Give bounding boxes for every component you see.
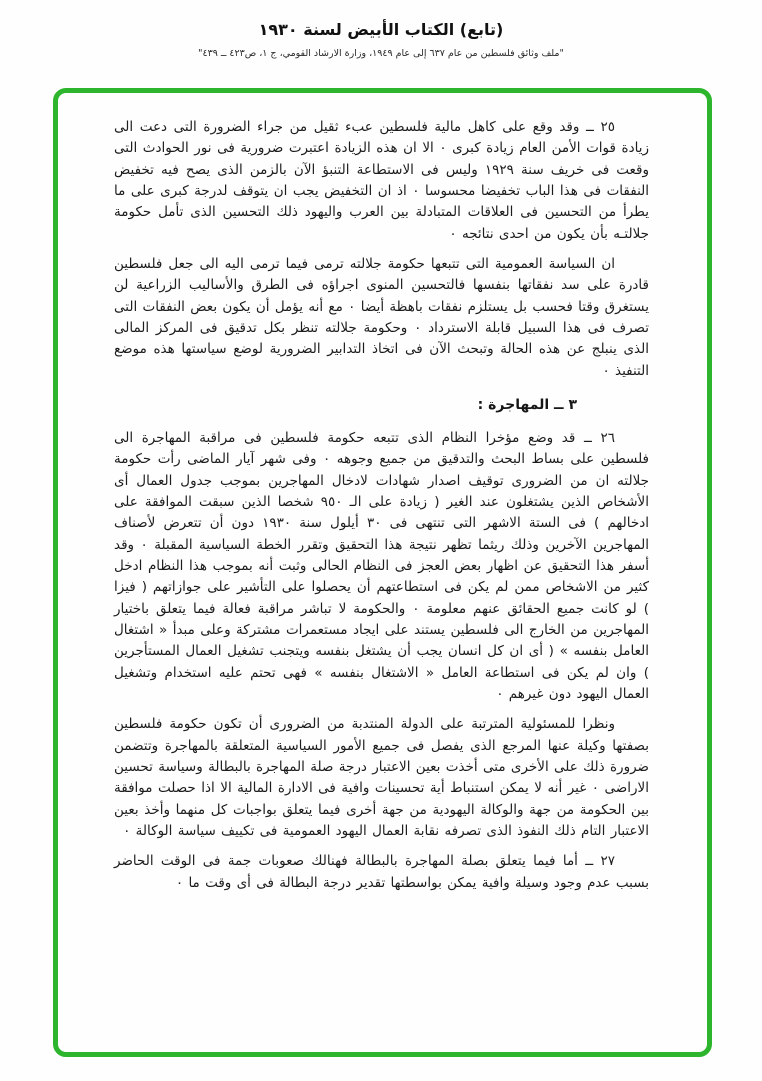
document-text-area: [58, 93, 707, 921]
paragraph-27-unemployment: ٢٧ ــ أما فيما يتعلق بصلة المهاجرة بالبطالة فهنالك صعوبات جمة فى الوقت الحاضر بسبب عدم وجود وسيلة وافية يمكن بواسطتها تقدير درجة البطالة فى أى وقت ما ٠: [114, 853, 649, 891]
paragraph-25-finance: ٢٥ ــ وقد وقع على كاهل مالية فلسطين عبء ثقيل من جراء الضرورة التى دعت الى زيادة قوات الأمن العام زيادة كبرى ٠ الا ان هذه الزيادة اعتبرت ضرورية فى نور الحوادث التى وقعت فى خريف سنة ١٩٢٩ وليس فى الاستطاعة التنبؤ الآن بالزمن الذى يصح فيه تخفيض النفقات فى هذا الباب تخفيضا محسوسا ٠ اذ ان التخفيض يجب ان يتوقف لدرجة كبرى على ما يطرأ من التحسين فى العلاقات المتبادلة بين العرب واليهود ذلك التحسين الذى تأمل حكومة جلالتـه بأن يكون من احدى نتائجه ٠: [114, 119, 650, 242]
page-subtitle: "ملف وثائق فلسطين من عام ٦٣٧ إلى عام ١٩٤٩، وزارة الارشاد القومي، ج ١، ص٤٢٣ ــ ٤٣٩": [198, 48, 564, 59]
paragraph-general-policy: ان السياسة العمومية التى تتبعها حكومة جلالته ترمى فيما ترمى اليه الى جعل فلسطين قادرة على سد نفقاتها بنفسها فالتحسين المنوى اجراؤه فى الطرق والأساليب الزراعية لن يستغرق وقتا فحسب بل يستلزم نفقات باهظة أيضا ٠ مع أنه يؤمل أن يكون بعض النفقات التى تصرف فى هذا السبيل قابلة الاسترداد ٠ وحكومة جلالته تنظر بكل تدقيق فى المركز المالى الذى ينبلج عن هذه الحالة وتبحث الآن فى اتخاذ التدابير الضرورية لوضع سياستها هذه موضع التنفيذ ٠: [114, 255, 649, 379]
page-header: [0, 0, 762, 59]
page-title: (تابع) الكتاب الأبيض لسنة ١٩٣٠: [258, 20, 504, 39]
content-frame: [53, 88, 712, 1057]
section-heading-immigration: ٣ ــ المهاجرة :: [477, 396, 577, 413]
paragraph-26-immigration-system: ٢٦ ــ قد وضع مؤخرا النظام الذى تتبعه حكومة فلسطين فى مراقبة المهاجرة الى فلسطين على بساط البحث والتدقيق من جميع وجوهه ٠ وفى شهر آيار الماضى رأت حكومة جلالته ان من الضرورى توقيف اصدار شهادات لادخال المهاجرين بموجب جدول العمال أى الأشخاص الذين يشتغلون عند الغير ( زيادة على الـ ٩٥٠ شخصا الذين سبقت الموافقة على ادخالهم ) فى الستة الاشهر التى تنتهى فى ٣٠ أيلول سنة ١٩٣٠ دون أن تتعرض لأصناف المهاجرين الآخرين وذلك ريثما تظهر نتيجة هذا التحقيق وتقرر الخطة السياسية المقبلة ٠ وقد أسفر هذا التحقيق عن اظهار بعض العجز فى النظام الحالى وثبت أنه بموجب هذا النظام ادخل كثير من الاشخاص ممن لم يكن فى استطاعتهم أن يحصلوا على التأشير على جوازاتهم ( فيزا ) لو كانت جميع الحقائق عنهم معلومة ٠ والحكومة لا تباشر مراقبة فعالة فيما يتعلق باختيار المهاجرين من الخارج الى فلسطين يستند على ايجاد مستعمرات مشتركة وعلى مبدأ « اشتغال العامل بنفسه » ( أى ان كل انسان يجب أن يشتغل بنفسه ويتجنب تشغيل العمال المستأجرين ) وان لم يكن فى استطاعة العامل « الاشتغال بنفسه » فهى تحتم عليه استخدام وتشغيل العمال اليهود دون غيرهم ٠: [114, 430, 649, 702]
paragraph-mandate-responsibility: ونظرا للمسئولية المترتبة على الدولة المنتدبة من الضرورى أن تكون حكومة فلسطين بصفتها وكيلة عنها المرجع الذى يفصل فى جميع الأمور السياسية المتعلقة بالمهاجرة وتتضمن ضرورة ذلك على الأخرى متى أخذت بعين الاعتبار درجة صلة المهاجرة بالبطالة وسياسة تحسين الاراضى ٠ غير أنه لا يمكن استنباط أية تحسينات وافية فى الادارة المالية الا اذا حصلت موافقة بين الحكومة من جهة والوكالة اليهودية من جهة أخرى فيما يتعلق بواجبات كل منهما وأخذ بعين الاعتبار التام ذلك النفوذ الذى تصرفه نقابة العمال اليهود العمومية فى تكييف سياسة الوكالة ٠: [114, 716, 649, 839]
